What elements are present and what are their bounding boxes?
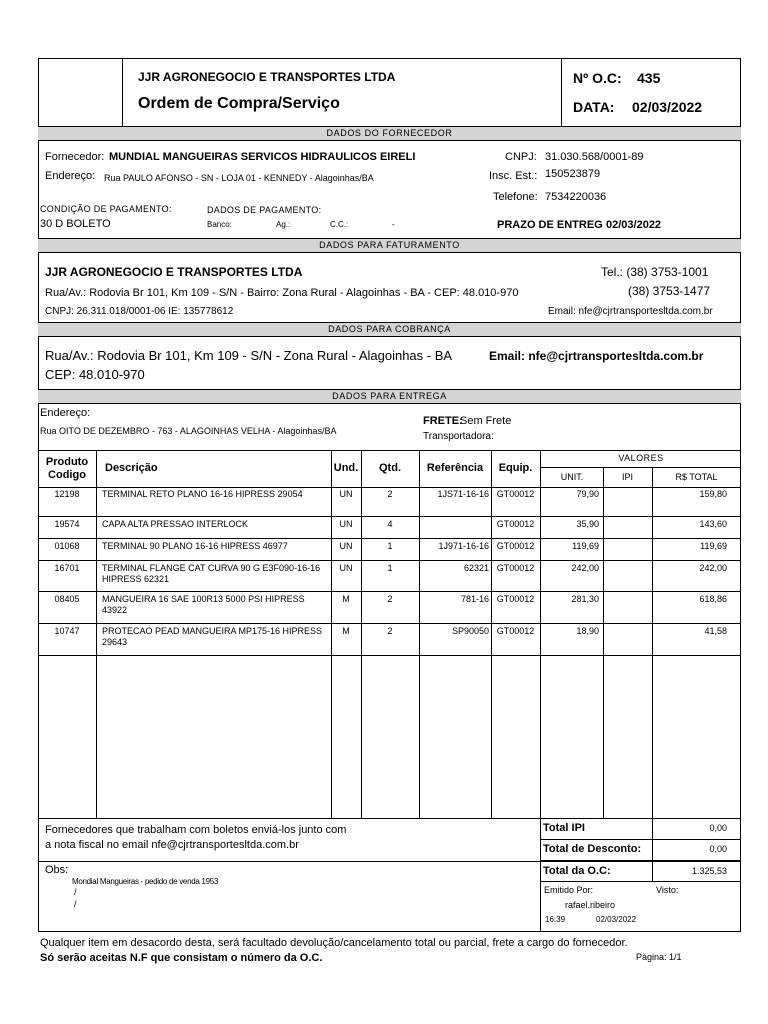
faturamento-company: JJR AGRONEGOCIO E TRANSPORTES LTDA [45,265,303,279]
visto-label: Visto: [656,885,679,895]
faturamento-tel1: Tel.: (38) 3753-1001 [601,265,709,279]
fornecedor-name: MUNDIAL MANGUEIRAS SERVICOS HIDRAULICOS EIRELI [109,151,416,163]
cell-descricao: MANGUEIRA 16 SAE 100R13 5000 PSI HIPRESS 43922 [102,594,305,615]
cnpj-value: 31.030.568/0001-89 [545,151,644,163]
cell-unit: 281,30 [571,594,599,604]
cell-referencia: 781-16 [460,594,489,604]
frete-value: Sem Frete [460,415,512,427]
band-fornecedor: DADOS DO FORNECEDOR [38,126,741,141]
th-ipi: IPI [621,472,633,482]
cell-unit: 79,90 [576,489,599,499]
total-oc-value: 1.325,53 [691,866,727,876]
cell-referencia: 1J971-16-16 [438,541,489,551]
ag-label: Ag.: [276,220,291,229]
banco-label: Banco: [207,220,232,229]
cell-equip: GT00012 [496,594,535,604]
cell-unit: 35,90 [576,519,599,529]
total-oc-label: Total da O.C: [543,865,611,877]
cell-und: UN [339,541,353,551]
obs-line-2: / [74,887,77,897]
prazo-value: 02/03/2022 [606,219,662,231]
cc-value: - [392,220,395,229]
obs-line-3: / [74,899,77,909]
th-descricao: Descrição [105,462,158,474]
band-faturamento: DADOS PARA FATURAMENTO [38,238,741,253]
boleto-note-2: a nota fiscal no email nfe@cjrtransportesltda.com.br [45,839,299,851]
cell-und: UN [339,563,353,573]
obs-label: Obs: [45,864,69,876]
entrega-endereco-label: Endereço: [40,407,91,419]
cobranca-email: Email: nfe@cjrtransportesltda.com.br [489,349,704,363]
desconto-value: 0,00 [709,844,727,854]
th-unit: UNIT. [560,472,584,482]
row-divider [38,655,741,656]
aceitas-note: Só serão aceitas N.F que consistam o número da O.C. [40,952,323,964]
cell-equip: GT00012 [496,489,535,499]
cell-referencia: 62321 [463,563,489,573]
emitido-label: Emitido Por: [544,885,594,895]
fornecedor-endereco: Rua PAULO AFONSO - SN - LOJA 01 - KENNEDY - Alagoinhas/BA [104,173,374,183]
row-divider [38,623,741,624]
cell-descricao: CAPA ALTA PRESSAO INTERLOCK [102,519,249,529]
cell-codigo: 08405 [54,594,80,604]
transportadora-label: Transportadora: [423,431,494,442]
cell-referencia: 1JS71-16-16 [437,489,489,499]
cell-descricao: PROTECAO PEAD MANGUEIRA MP175-16 HIPRESS 29643 [102,626,323,647]
cell-total: 618,86 [699,594,727,604]
cc-label: C.C.: [330,220,349,229]
cell-codigo: 01068 [54,541,80,551]
th-valores: VALORES [618,453,664,463]
fornecedor-label: Fornecedor: [45,151,105,163]
pagina: Página: 1/1 [636,952,682,962]
table-top-line [38,450,741,451]
cell-total: 41,58 [704,626,727,636]
cell-descricao: TERMINAL RETO PLANO 16-16 HIPRESS 29054 [102,489,303,499]
cell-qtd: 1 [387,541,393,551]
date-value: 02/03/2022 [632,99,703,115]
condicao-value: 30 D BOLETO [40,218,111,230]
cell-und: UN [339,519,353,529]
cell-unit: 119,69 [572,541,599,551]
th-produto: Produto [45,456,89,468]
insc-value: 150523879 [545,168,601,180]
desconto-label: Total de Desconto: [543,843,642,855]
row-divider [38,538,741,539]
cell-total: 242,00 [699,563,727,573]
th-qtd: Qtd. [379,462,401,474]
obs-line [38,861,741,862]
disclaimer: Qualquer item em desacordo desta, será facultado devolução/cancelamento total ou parcial, frete a cargo do fornecedor. [40,937,628,949]
cell-referencia: SP90050 [451,626,489,636]
valores-sub-line [541,467,741,468]
th-total: R$ TOTAL [675,472,718,482]
cell-equip: GT00012 [496,626,535,636]
cell-unit: 242,00 [571,563,599,573]
th-und: Und. [333,462,359,474]
entrega-endereco: Rua OITO DE DEZEMBRO - 763 - ALAGOINHAS VELHA - Alagoinhas/BA [40,426,337,436]
faturamento-tel2: (38) 3753-1477 [628,284,711,298]
cell-total: 119,69 [700,541,727,551]
cell-codigo: 12198 [54,489,80,499]
cell-total: 143,60 [699,519,727,529]
col-line [603,467,604,818]
cell-equip: GT00012 [496,563,535,573]
cell-codigo: 10747 [54,626,80,636]
cell-und: M [342,626,350,636]
totals-line [540,881,741,882]
insc-label: Insc. Est.: [489,170,538,182]
frete-label: FRETE: [423,415,463,427]
footer-top-line [38,818,741,819]
cell-codigo: 19574 [54,519,80,529]
faturamento-address: Rua/Av.: Rodovia Br 101, Km 109 - S/N - Bairro: Zona Rural - Alagoinhas - BA - CEP: 48.010-970 [45,287,519,299]
date-label: DATA: [573,99,615,115]
totals-line [540,839,741,840]
emitido-data: 02/03/2022 [596,915,637,924]
emitido-por: rafael.ribeiro [565,900,616,910]
cell-descricao: TERMINAL 90 PLANO 16-16 HIPRESS 46977 [102,541,288,551]
cell-qtd: 4 [387,519,393,529]
doc-title: Ordem de Compra/Serviço [138,95,340,112]
telefone-label: Telefone: [493,191,538,203]
row-divider [38,516,741,517]
col-line [96,450,97,818]
dados-pagamento-label: DADOS DE PAGAMENTO: [207,205,322,215]
cobranca-address1: Rua/Av.: Rodovia Br 101, Km 109 - S/N - Zona Rural - Alagoinhas - BA [45,348,453,363]
faturamento-cnpj-ie: CNPJ: 26.311.018/0001-06 IE: 135778612 [45,306,234,317]
obs-line-1: Mondial Mangueiras - pedido de venda 1953 [72,877,219,886]
emitido-hora: 16:39 [545,915,566,924]
th-equip: Equip. [498,462,533,474]
cell-unit: 18,90 [576,626,599,636]
cell-equip: GT00012 [496,541,535,551]
total-ipi-label: Total IPI [543,822,585,834]
boleto-note-1: Fornecedores que trabalham com boletos enviá-los junto com [45,824,347,836]
oc-label: Nº O.C: [573,70,622,86]
table-header-line [38,487,741,488]
total-ipi-value: 0,00 [709,823,727,833]
footer-divider [540,818,541,932]
cnpj-label: CNPJ: [505,151,537,163]
totals-line [540,860,741,861]
faturamento-email: Email: nfe@cjrtransportesltda.com.br [548,306,713,317]
row-divider [38,591,741,592]
cell-equip: GT00012 [496,519,535,529]
cell-qtd: 1 [387,563,393,573]
row-divider [38,560,741,561]
cell-total: 159,80 [699,489,727,499]
band-entrega: DADOS PARA ENTREGA [38,389,741,404]
cell-codigo: 16701 [54,563,80,573]
cell-qtd: 2 [387,626,393,636]
cell-qtd: 2 [387,594,393,604]
fornecedor-endereco-label: Endereço: [45,170,96,182]
condicao-label: CONDIÇÃO DE PAGAMENTO: [40,204,172,214]
header-divider [561,58,562,127]
cobranca-address2: CEP: 48.010-970 [45,367,145,382]
cell-descricao: TERMINAL FLANGE CAT CURVA 90 G E3F090-16-16 HIPRESS 62321 [102,563,321,584]
oc-number: 435 [637,70,661,86]
header-company: JJR AGRONEGOCIO E TRANSPORTES LTDA [138,70,396,84]
band-cobranca: DADOS PARA COBRANÇA [38,322,741,337]
th-codigo: Codigo [48,469,86,481]
cell-und: M [342,594,350,604]
logo-divider [122,58,123,127]
th-referencia: Referência [426,462,484,474]
telefone-value: 7534220036 [545,191,607,203]
prazo-label: PRAZO DE ENTREG [497,219,603,231]
cell-qtd: 2 [387,489,393,499]
cell-und: UN [339,489,353,499]
